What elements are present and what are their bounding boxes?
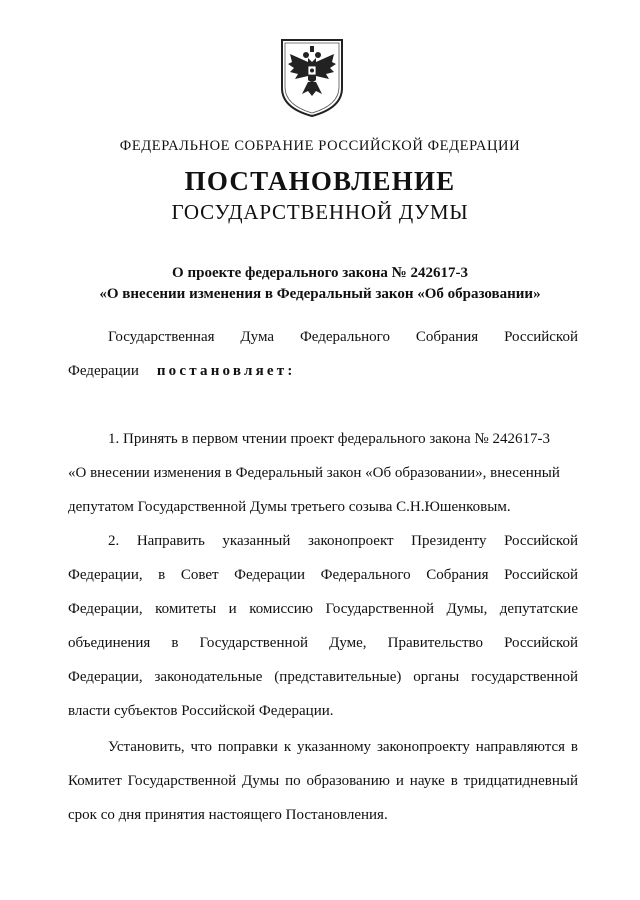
preamble-line: Государственная Дума Федерального Собрания Российской [108,329,578,345]
organization-name: ФЕДЕРАЛЬНОЕ СОБРАНИЕ РОССИЙСКОЙ ФЕДЕРАЦИИ [119,138,521,154]
paragraph-3 [68,730,578,832]
paragraph-line: 1. Принять в первом чтении проект федерального закона № 242617-3 [108,431,550,447]
paragraph-line: Федерации, в Совет Федерации Федерального Собрания Российской [68,567,578,583]
paragraph-line: 2. Направить указанный законопроект Президенту Российской [108,533,578,549]
preamble-line [68,354,578,388]
preamble [68,320,578,388]
document-title: ПОСТАНОВЛЕНИЕ [184,166,456,196]
paragraph-line: «О внесении изменения в Федеральный закон «Об образовании», внесенный [68,465,560,481]
resolution-heading [0,263,640,305]
paragraph-line: Федерации, законодательные (представительные) органы государственной [68,669,578,685]
paragraph-line: срок со дня принятия настоящего Постановления. [68,807,388,823]
paragraph-2 [68,524,578,728]
paragraph-line: власти субъектов Российской Федерации. [68,703,334,719]
paragraph-line: Установить, что поправки к указанному законопроекту направляются в [108,739,578,755]
paragraph-1 [68,422,578,524]
preamble-text: Федерации [68,363,139,379]
paragraph-line: депутатом Государственной Думы третьего созыва С.Н.Юшенковым. [68,499,511,515]
paragraph-line: объединения в Государственной Думе, Правительство Российской [68,635,578,651]
coat-of-arms-emblem [278,36,346,118]
heading-line: «О внесении изменения в Федеральный закон «Об образовании» [99,286,541,302]
paragraph-line: Комитет Государственной Думы по образованию и науке в тридцатидневный [68,773,578,789]
decrees-word: постановляет: [156,363,296,379]
document-subtitle: ГОСУДАРСТВЕННОЙ ДУМЫ [171,200,469,224]
heading-line: О проекте федерального закона № 242617-3 [172,265,468,281]
paragraph-line: Федерации, комитеты и комиссию Государственной Думы, депутатские [68,601,578,617]
